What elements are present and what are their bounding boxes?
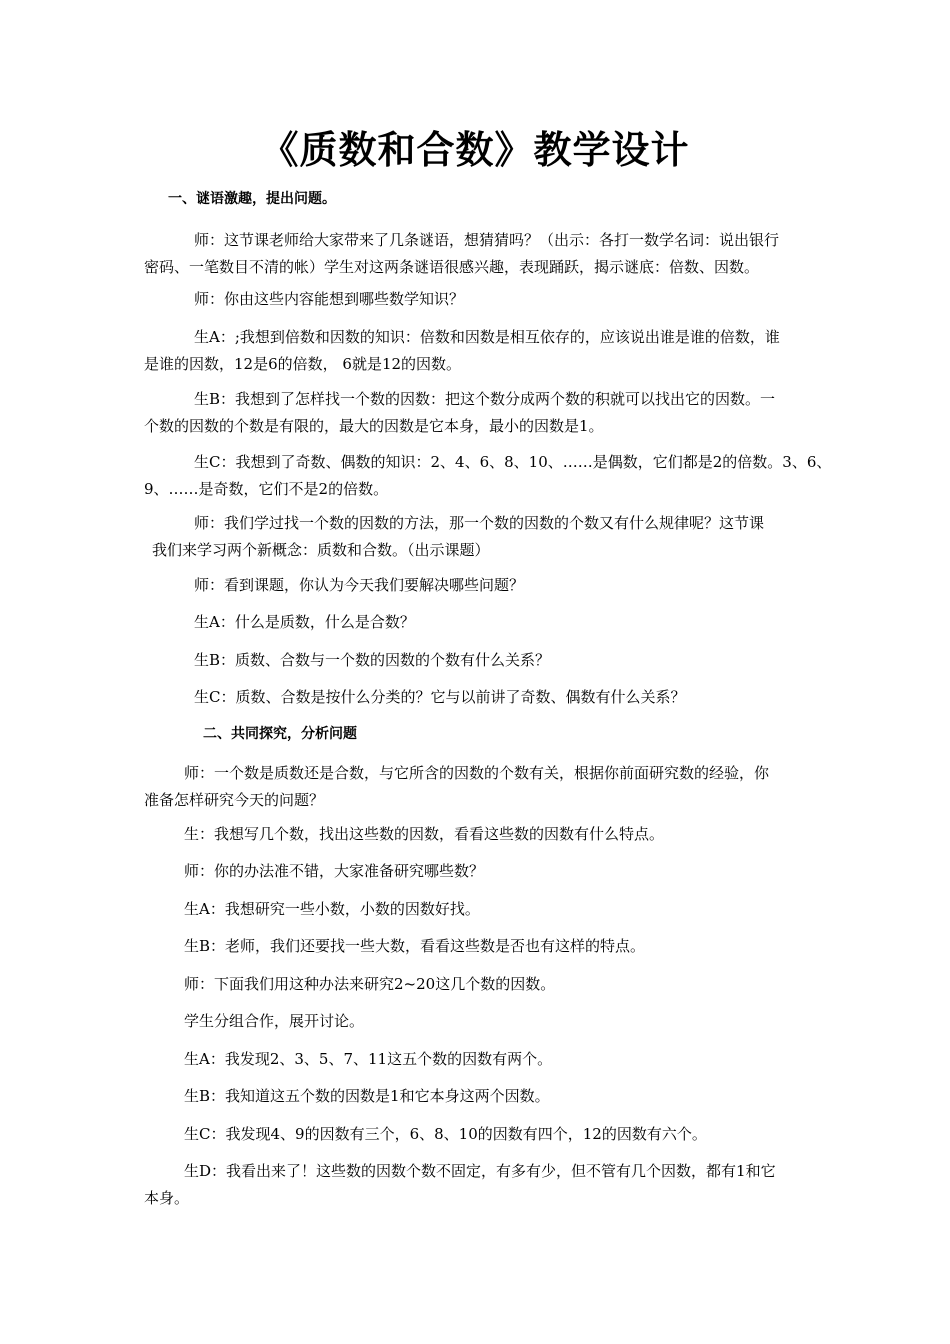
document-title: 《质数和合数》教学设计	[260, 128, 690, 172]
paragraph-line: 生B：老师，我们还要找一些大数，看看这些数是否也有这样的特点。	[184, 937, 646, 955]
paragraph-line: 师：这节课老师给大家带来了几条谜语，想猜猜吗？（出示：各打一数学名词：说出银行	[194, 231, 780, 249]
paragraph-line: 准备怎样研究今天的问题？	[144, 791, 325, 809]
paragraph-line: 师：你由这些内容能想到哪些数学知识？	[194, 290, 465, 308]
paragraph-student-d	[144, 1158, 776, 1212]
paragraph-student-a-3	[184, 896, 480, 923]
paragraph-line: 生A：我想研究一些小数，小数的因数好找。	[184, 900, 480, 918]
paragraph-line: 师：看到课题，你认为今天我们要解决哪些问题？	[194, 576, 525, 594]
paragraph-teacher-explore	[144, 760, 769, 814]
section-heading-1: 一、谜语激趣，提出问题。	[168, 191, 336, 207]
paragraph-teacher-method	[184, 971, 555, 998]
paragraph-line: 学生分组合作，展开讨论。	[184, 1012, 365, 1030]
paragraph-line: 生C：我想到了奇数、偶数的知识：2、4、6、8、10、……是偶数，它们都是2的倍数。3、6、	[194, 453, 832, 471]
paragraph-student-plan	[184, 821, 664, 848]
paragraph-teacher-question	[194, 286, 464, 313]
paragraph-student-b	[144, 386, 775, 440]
paragraph-line: 生A：什么是质数，什么是合数？	[194, 613, 415, 631]
paragraph-line: 密码、一笔数目不清的帐）学生对这两条谜语很感兴趣，表现踊跃，揭示谜底：倍数、因数。	[144, 258, 760, 276]
paragraph-line: 生B：我知道这五个数的因数是1和它本身这两个因数。	[184, 1087, 550, 1105]
paragraph-line: 生：我想写几个数，找出这些数的因数，看看这些数的因数有什么特点。	[184, 825, 665, 843]
paragraph-line: 个数的因数的个数是有限的，最大的因数是它本身，最小的因数是1。	[144, 417, 604, 435]
paragraph-student-b-4	[184, 1083, 550, 1110]
paragraph-student-c-4	[184, 1121, 707, 1148]
paragraph-student-c-2	[194, 684, 685, 711]
paragraph-line: 我们来学习两个新概念：质数和合数。（出示课题）	[152, 541, 490, 559]
paragraph-line: 是谁的因数，12是6的倍数， 6就是12的因数。	[144, 355, 462, 373]
paragraph-student-a	[144, 324, 780, 378]
paragraph-line: 师：一个数是质数还是合数，与它所含的因数的个数有关，根据你前面研究数的经验，你	[184, 764, 770, 782]
paragraph-line: 生C：我发现4、9的因数有三个，6、8、10的因数有四个，12的因数有六个。	[184, 1125, 707, 1143]
paragraph-line: 生D：我看出来了！这些数的因数个数不固定，有多有少，但不管有几个因数，都有1和它	[184, 1162, 776, 1180]
paragraph-teacher-riddle	[144, 227, 779, 281]
section-heading-2: 二、共同探究，分析问题	[203, 726, 357, 742]
paragraph-line: 师：下面我们用这种办法来研究2~20这几个数的因数。	[184, 975, 556, 993]
paragraph-line: 生A：我发现2、3、5、7、11这五个数的因数有两个。	[184, 1050, 553, 1068]
paragraph-line: 本身。	[144, 1189, 190, 1207]
paragraph-line: 生B：质数、合数与一个数的因数的个数有什么关系？	[194, 651, 551, 669]
paragraph-line: 生B：我想到了怎样找一个数的因数：把这个数分成两个数的积就可以找出它的因数。一	[194, 390, 776, 408]
paragraph-student-b-3	[184, 933, 645, 960]
paragraph-line: 师：你的办法准不错，大家准备研究哪些数？	[184, 862, 485, 880]
paragraph-line: 生A：;我想到倍数和因数的知识：倍数和因数是相互依存的，应该说出谁是谁的倍数，谁	[194, 328, 780, 346]
paragraph-teacher-intro	[152, 510, 764, 564]
paragraph-teacher-approve	[184, 858, 484, 885]
paragraph-line: 生C：质数、合数是按什么分类的？它与以前讲了奇数、偶数有什么关系？	[194, 688, 686, 706]
paragraph-student-b-2	[194, 647, 550, 674]
paragraph-student-a-4	[184, 1046, 552, 1073]
paragraph-line: 师：我们学过找一个数的因数的方法，那一个数的因数的个数又有什么规律呢？这节课	[194, 514, 765, 532]
paragraph-group-work	[184, 1008, 364, 1035]
paragraph-student-c	[144, 449, 831, 503]
paragraph-line: 9、……是奇数，它们不是2的倍数。	[144, 480, 389, 498]
paragraph-teacher-topic	[194, 572, 524, 599]
paragraph-student-a-2	[194, 609, 415, 636]
